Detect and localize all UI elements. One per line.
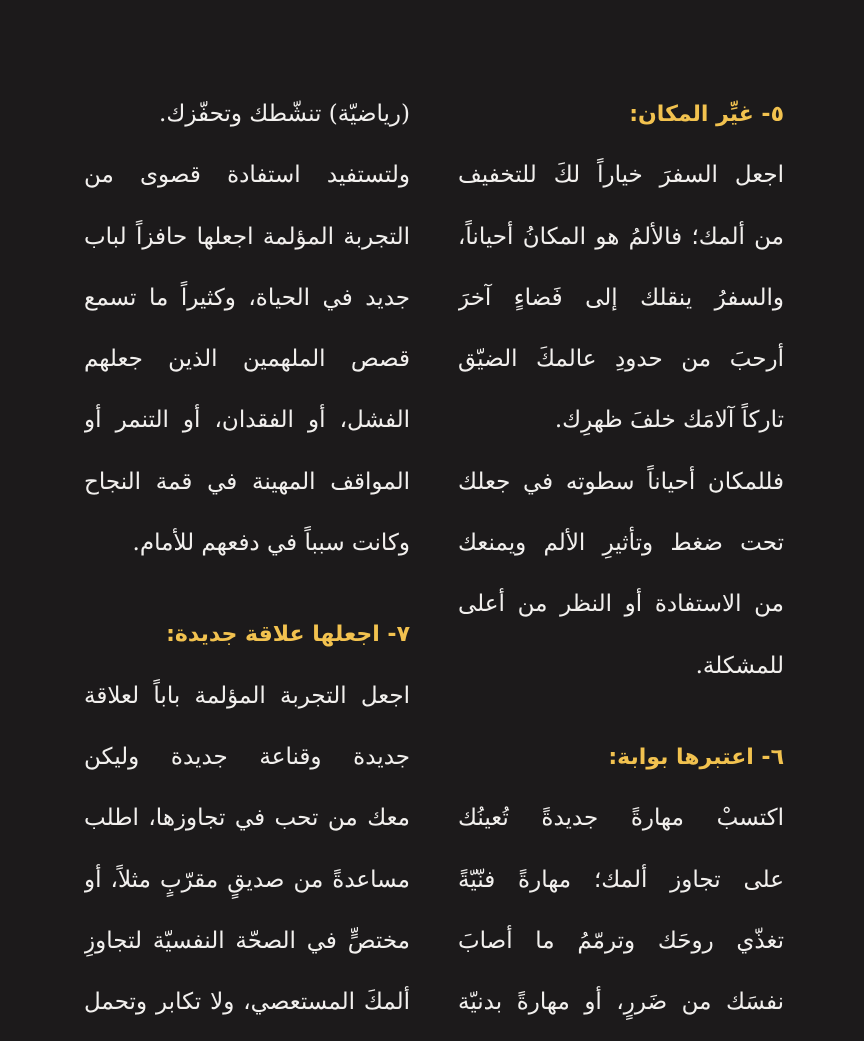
paragraph-gap bbox=[84, 574, 410, 604]
section-5-line: من ألمك؛ فالألمُ هو المكانُ أحياناً، bbox=[458, 223, 784, 250]
section-6-line: اكتسبْ مهارةً جديدةً تُعينُك bbox=[458, 805, 784, 832]
section-6-line: نفسَك من ضَررٍ، أو مهارةً بدنيّة bbox=[458, 989, 784, 1016]
section-7-line: اجعل التجربة المؤلمة باباً لعلاقة bbox=[84, 682, 410, 709]
section-6-continued-line: وكانت سبباً في دفعهم للأمام. bbox=[132, 530, 410, 557]
left-column bbox=[84, 84, 410, 1033]
section-7-heading: ٧- اجعلها علاقة جديدة: bbox=[166, 622, 410, 648]
section-5-line: فللمكان أحياناً سطوته في جعلك bbox=[458, 468, 784, 495]
section-6-continued-line: قصص الملهمين الذين جعلهم bbox=[84, 346, 410, 373]
section-6-continued-line: جديد في الحياة، وكثيراً ما تسمع bbox=[84, 284, 410, 311]
section-5-line: اجعل السفرَ خياراً لكَ للتخفيف bbox=[458, 162, 784, 189]
section-7-line: مختصٍّ في الصحّة النفسيّة لتجاوزِ bbox=[84, 927, 410, 954]
section-7-line: ألمكَ المستعصي، ولا تكابر وتحمل bbox=[84, 989, 410, 1016]
section-5-line: للمشكلة. bbox=[695, 652, 784, 679]
section-5-line: من الاستفادة أو النظر من أعلى bbox=[458, 591, 784, 618]
section-5-heading: ٥- غيِّر المكان: bbox=[629, 102, 784, 127]
section-6-continued-line: الفشل، أو الفقدان، أو التنمر أو bbox=[84, 407, 410, 434]
section-6-continued-line: (رياضيّة) تنشّطك وتحفّزك. bbox=[159, 101, 410, 127]
section-6-continued-line: التجربة المؤلمة اجعلها حافزاً لباب bbox=[84, 223, 410, 250]
section-6-heading: ٦- اعتبرها بوابة: bbox=[608, 744, 784, 770]
paragraph-gap bbox=[458, 697, 784, 727]
right-column bbox=[458, 84, 784, 1033]
section-6-line: على تجاوز ألمك؛ مهارةً فنّيّةً bbox=[458, 866, 784, 893]
section-6-continued-line: المواقف المهينة في قمة النجاح bbox=[84, 468, 410, 495]
section-5-line: تاركاً آلامَك خلفَ ظهرِك. bbox=[554, 407, 784, 434]
section-7-line: مساعدةً من صديقٍ مقرّبٍ مثلاً، أو bbox=[84, 866, 410, 893]
section-5-line: أرحبَ من حدودِ عالمكَ الضيّق bbox=[458, 346, 784, 373]
section-5-line: والسفرُ ينقلك إلى فَضاءٍ آخرَ bbox=[458, 284, 784, 311]
section-7-line: جديدة وقناعة جديدة وليكن bbox=[84, 743, 410, 770]
section-5-line: تحت ضغط وتأثيرِ الألم ويمنعك bbox=[458, 530, 784, 557]
section-6-continued-line: ولتستفيد استفادة قصوى من bbox=[84, 162, 410, 189]
section-6-line: تغذّي روحَك وترمّمُ ما أصابَ bbox=[458, 927, 784, 954]
section-7-line: معك من تحب في تجاوزها، اطلب bbox=[84, 805, 410, 832]
